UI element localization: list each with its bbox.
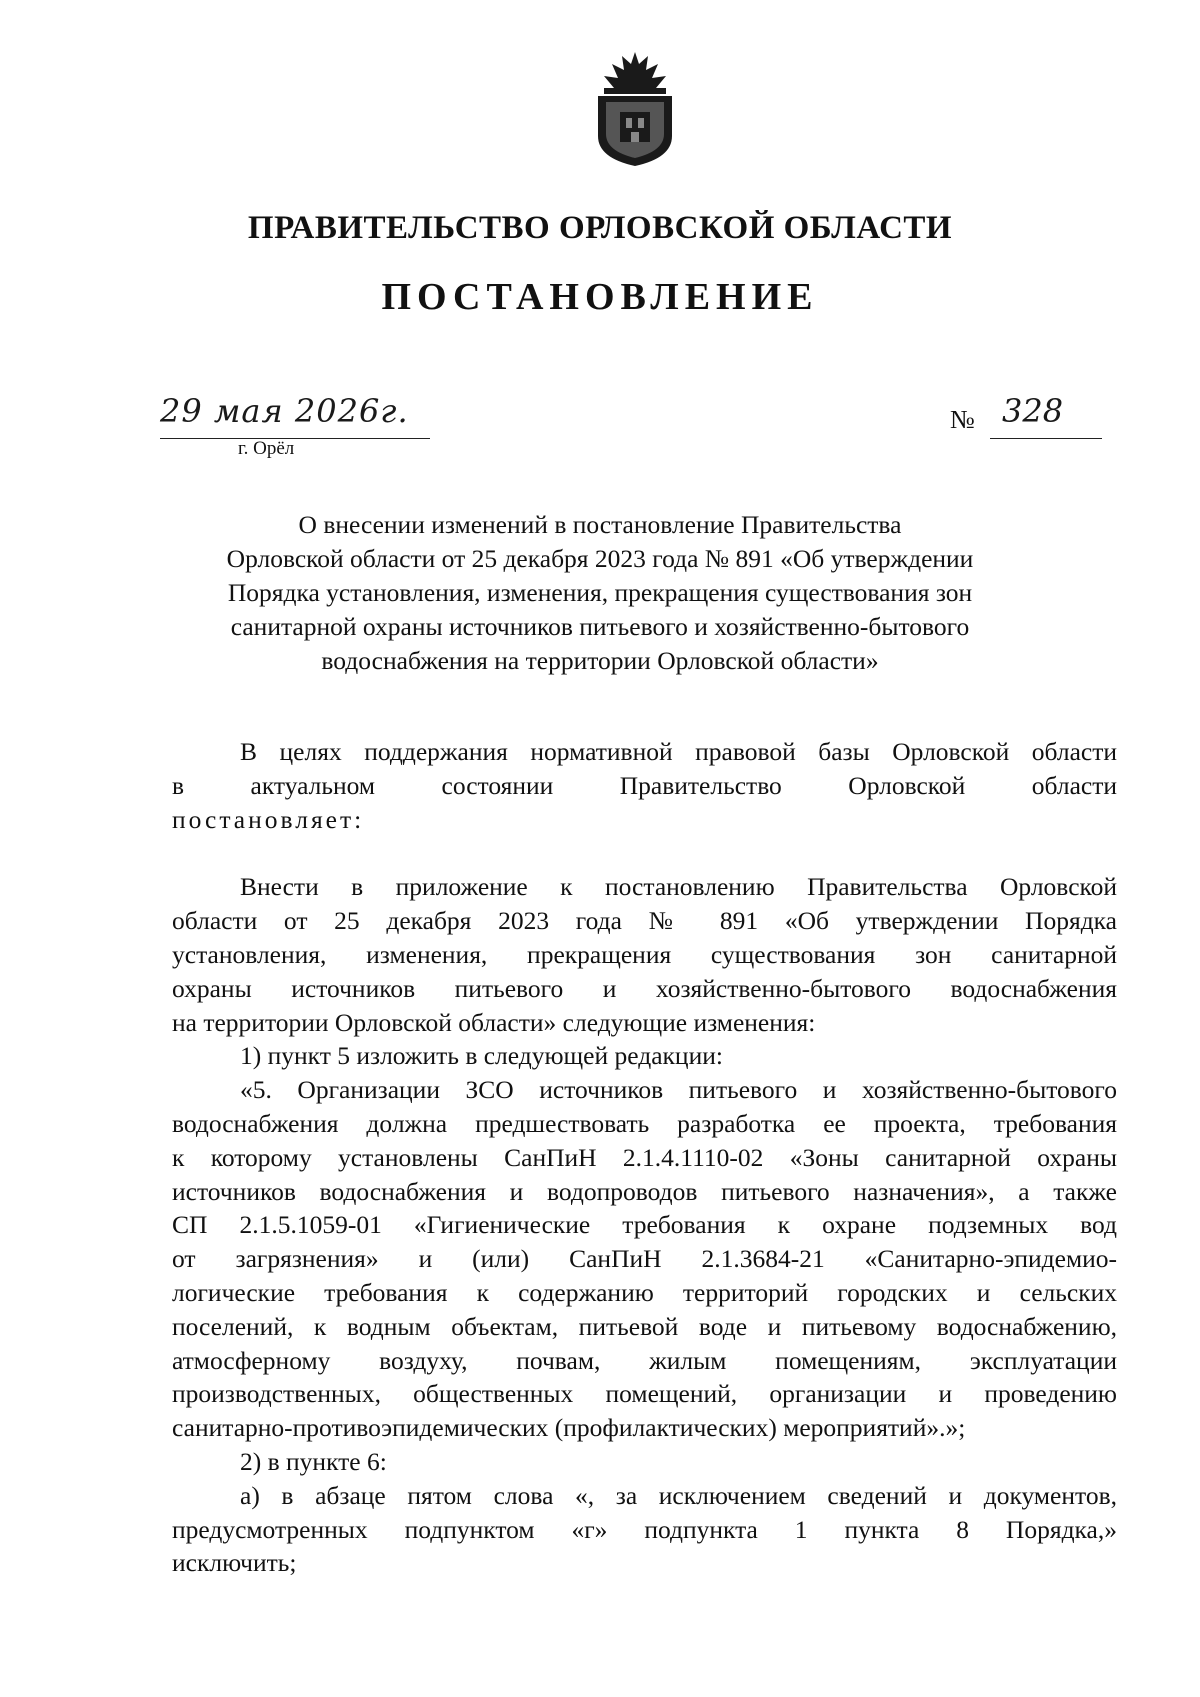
quote-line: источников водоснабжения и водопроводов питьевого назначения», а также	[172, 1176, 1117, 1206]
coat-of-arms-icon	[590, 50, 680, 168]
quote-line: поселений, к водным объектам, питьевой воде и питьевому водоснабжению,	[172, 1311, 1117, 1341]
main-text-line: области от 25 декабря 2023 года № 891 «Об утверждении Порядка	[172, 906, 1117, 936]
main-text-line: Внести в приложение к постановлению Правительства Орловской	[240, 872, 1117, 902]
item-2: 2) в пункте 6:	[240, 1446, 387, 1476]
quote-line: к которому установлены СанПиН 2.1.4.1110-02 «Зоны санитарной охраны	[172, 1142, 1117, 1172]
document-body	[172, 735, 1117, 1580]
main-text-line: установления, изменения, прекращения существования зон санитарной	[172, 939, 1117, 969]
preamble-line: в актуальном состоянии Правительство Орловской области	[172, 770, 1117, 800]
subject-line: санитарной охраны источников питьевого и хозяйственно-бытового	[230, 612, 970, 641]
item-2a-line: а) в абзаце пятом слова «, за исключением сведений и документов,	[240, 1480, 1117, 1510]
main-text-line: на территории Орловской области» следующие изменения:	[172, 1007, 816, 1037]
date-underline	[160, 438, 430, 439]
item-2a-line: предусмотренных подпунктом «г» подпункта 1 пункта 8 Порядка,»	[172, 1514, 1117, 1544]
main-text-line: охраны источников питьевого и хозяйственно-бытового водоснабжения	[172, 973, 1117, 1003]
quote-line: «5. Организации ЗСО источников питьевого и хозяйственно-бытового	[240, 1075, 1117, 1105]
subject-line: О внесении изменений в постановление Правительства	[298, 510, 902, 539]
subject-line: водоснабжения на территории Орловской области»	[321, 646, 879, 675]
document-subject	[200, 508, 1000, 678]
item-2a-line: исключить;	[172, 1548, 297, 1578]
quote-line: производственных, общественных помещений, организации и проведению	[172, 1379, 1117, 1409]
subject-line: Порядка установления, изменения, прекращения существования зон	[227, 578, 973, 607]
quote-line: логические требования к содержанию территорий городских и сельских	[172, 1277, 1117, 1307]
document-type-title: ПОСТАНОВЛЕНИЕ	[381, 276, 819, 318]
number-sign: №	[950, 405, 975, 434]
subject-line: Орловской области от 25 декабря 2023 года № 891 «Об утверждении	[226, 544, 974, 573]
organization-title: ПРАВИТЕЛЬСТВО ОРЛОВСКОЙ ОБЛАСТИ	[247, 210, 953, 246]
handwritten-date: 29 мая 2026г.	[160, 392, 409, 430]
quote-line: СП 2.1.5.1059-01 «Гигиенические требования к охране подземных вод	[172, 1210, 1117, 1240]
quote-line: от загрязнения» и (или) СанПиН 2.1.3684-21 «Санитарно-эпидемио-	[172, 1244, 1117, 1274]
quote-line: атмосферному воздуху, почвам, жилым помещениям, эксплуатации	[172, 1345, 1117, 1375]
handwritten-number: 328	[1002, 392, 1064, 430]
city-label: г. Орёл	[238, 438, 295, 459]
preamble-line: В целях поддержания нормативной правовой базы Орловской области	[240, 737, 1117, 766]
quote-line: водоснабжения должна предшествовать разработка ее проекта, требования	[172, 1108, 1117, 1138]
quote-line: санитарно-противоэпидемических (профилактических) мероприятий».»;	[172, 1413, 966, 1443]
item-1: 1) пункт 5 изложить в следующей редакции:	[240, 1041, 723, 1071]
preamble-line: постановляет:	[172, 804, 365, 834]
number-underline	[990, 438, 1102, 439]
